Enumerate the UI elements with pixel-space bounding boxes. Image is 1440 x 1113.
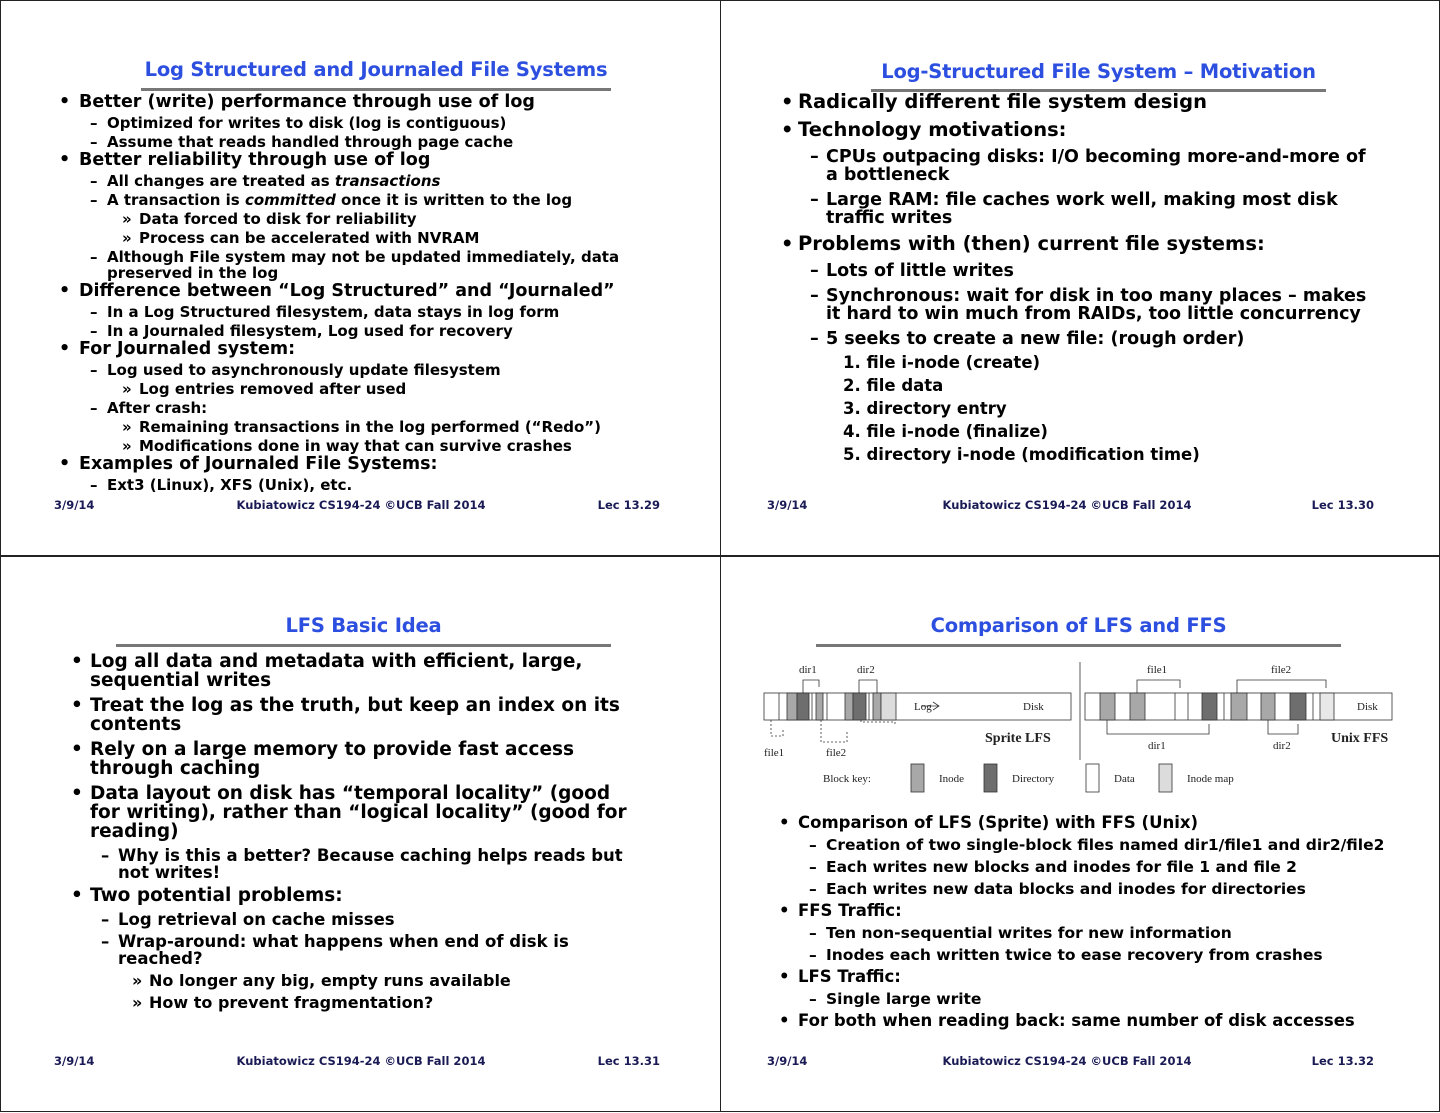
bullet-item [59, 340, 649, 360]
sub-bullet-item [781, 283, 1381, 326]
directory-block [853, 693, 866, 720]
bullet-item [779, 812, 1399, 834]
lfs-dir2-label: dir2 [857, 664, 875, 676]
bullet-marker: • [781, 90, 794, 113]
sub-bullet-item [59, 113, 649, 132]
ffs-file2-label: file2 [1271, 664, 1292, 676]
bullet-text: For both when reading back: same number of disk accesses [798, 1011, 1355, 1030]
bullet-text: Although File system may not be updated immediately, data preserved in the log [107, 247, 620, 282]
bullet-item [59, 282, 649, 302]
key-directory-label: Directory [1012, 773, 1055, 785]
slide-13-30 [720, 0, 1440, 556]
bullet-text: Lots of little writes [826, 260, 1014, 281]
bullet-marker: – [90, 171, 98, 190]
bullet-marker: – [810, 189, 819, 210]
sub-bullet-item [779, 878, 1399, 900]
footer-date: 3/9/14 [767, 1054, 808, 1068]
sub-bullet-item [779, 988, 1399, 1010]
bullet-text: Why is this a better? Because caching helps reads but not writes! [118, 845, 623, 882]
sub-bullet-item [59, 475, 649, 494]
unix-ffs-label: Unix FFS [1331, 731, 1389, 746]
key-inode-map-label: Inode map [1187, 773, 1234, 785]
bullet-marker: – [90, 302, 98, 321]
footer-date: 3/9/14 [54, 498, 95, 512]
ffs-file1-label: file1 [1147, 664, 1168, 676]
slide-title: Log-Structured File System – Motivation [881, 60, 1316, 83]
bullet-text: Better reliability through use of log [79, 150, 431, 170]
emphasized-text: transactions [334, 171, 441, 190]
inode-block [787, 693, 797, 720]
log-label: Log [914, 701, 932, 713]
bullet-marker: • [71, 885, 83, 906]
sub-bullet-item [59, 132, 649, 151]
bullet-marker: » [122, 436, 132, 455]
sub-bullet-item [71, 844, 641, 883]
bullet-marker: – [809, 836, 817, 854]
bullet-marker: – [90, 475, 98, 494]
title-underline [116, 644, 611, 647]
bullet-item [781, 230, 1381, 258]
bullet-text: Inodes each written twice to ease recovery from crashes [826, 946, 1323, 964]
bullet-text: Examples of Journaled File Systems: [79, 454, 438, 474]
footer-lecture-number: Lec 13.29 [597, 498, 660, 512]
sub-bullet-item [59, 379, 649, 398]
bullet-marker: – [810, 285, 819, 306]
sub-bullet-item [71, 908, 641, 930]
bullet-marker: – [90, 398, 98, 417]
bullet-item [779, 1010, 1399, 1032]
key-inode-label: Inode [939, 773, 965, 785]
bullet-text: Optimized for writes to disk (log is contiguous) [107, 113, 507, 132]
bullet-marker: – [90, 321, 98, 340]
slide-body [779, 812, 1399, 1032]
bullet-marker: • [59, 92, 71, 112]
bullet-item [779, 900, 1399, 922]
bullet-marker: – [101, 931, 110, 951]
sprite-lfs-label: Sprite LFS [985, 731, 1051, 746]
bullet-text: All changes are treated as [107, 171, 335, 190]
bullet-marker: » [132, 992, 143, 1012]
bullet-marker: • [779, 901, 790, 920]
bullet-text: Log all data and metadata with efficient, large, sequential writes [90, 651, 583, 691]
bullet-text: Treat the log as the truth, but keep an index on its contents [90, 695, 620, 735]
bullet-marker: – [810, 260, 819, 281]
lfs-dir1-label: dir1 [799, 664, 817, 676]
sub-bullet-item [59, 209, 649, 228]
slide-title: LFS Basic Idea [285, 614, 442, 637]
key-inode-swatch [911, 764, 924, 792]
sub-bullet-item [59, 302, 649, 321]
bullet-text: 5. directory i-node (modification time) [843, 444, 1200, 464]
bullet-marker: • [59, 150, 71, 170]
bullet-text: FFS Traffic: [798, 901, 902, 920]
bullet-item [71, 693, 641, 737]
sub-bullet-item [779, 922, 1399, 944]
bullet-text: Better (write) performance through use of log [79, 92, 535, 112]
slide-title: Log Structured and Journaled File Systems [144, 58, 608, 81]
bullet-text: For Journaled system: [79, 339, 296, 359]
bullet-text: Two potential problems: [90, 885, 343, 906]
inode-block [816, 693, 823, 720]
lfs-file2-label: file2 [826, 747, 847, 759]
footer-lecture-number: Lec 13.32 [1311, 1054, 1374, 1068]
bullet-text: Each writes new data blocks and inodes for directories [826, 880, 1306, 898]
sub-bullet-item [71, 969, 641, 991]
slide-13-32 [720, 556, 1440, 1112]
footer-credit: Kubiatowicz CS194-24 ©UCB Fall 2014 [236, 498, 486, 512]
sub-bullet-item [59, 171, 649, 190]
bullet-marker: • [71, 783, 83, 804]
bullet-text: Large RAM: file caches work well, making most disk traffic writes [826, 189, 1338, 228]
bullet-text: LFS Traffic: [798, 967, 901, 986]
bullet-item [71, 883, 641, 908]
data-block [1320, 693, 1334, 720]
bullet-marker: – [90, 113, 98, 132]
bullet-marker: » [132, 970, 143, 990]
bullet-marker: – [90, 132, 98, 151]
footer-credit: Kubiatowicz CS194-24 ©UCB Fall 2014 [942, 498, 1192, 512]
bullet-text: Log retrieval on cache misses [118, 909, 395, 929]
inode-block [845, 693, 853, 720]
slide-body [781, 88, 1381, 466]
lfs-disk-label: Disk [1023, 701, 1044, 713]
bullet-marker: • [779, 813, 790, 832]
bullet-text: Modifications done in way that can survive crashes [139, 436, 572, 455]
bullet-marker: • [71, 651, 83, 672]
bullet-marker: – [809, 946, 817, 964]
bullet-text: Radically different file system design [798, 90, 1207, 113]
numbered-item [781, 351, 1381, 374]
sub-bullet-item [59, 321, 649, 340]
block-key-label: Block key: [823, 773, 871, 785]
bullet-marker: – [809, 990, 817, 1008]
slide-13-29 [0, 0, 720, 556]
bullet-text: Log used to asynchronously update filesystem [107, 360, 501, 379]
bullet-marker: » [122, 228, 132, 247]
bullet-text: In a Log Structured filesystem, data stays in log form [107, 302, 560, 321]
bullet-marker: » [122, 417, 132, 436]
bullet-text: No longer any big, empty runs available [149, 970, 511, 990]
key-data-swatch [1086, 764, 1099, 792]
title-underline [816, 644, 1341, 647]
bullet-text: Comparison of LFS (Sprite) with FFS (Unix) [798, 813, 1199, 832]
bullet-text: After crash: [107, 398, 208, 417]
inode-map-block [881, 693, 896, 720]
bullet-text: once it is written to the log [335, 190, 573, 209]
bullet-text: Synchronous: wait for disk in too many places – makes it hard to win much from RAIDs, too little concurrency [826, 285, 1367, 324]
bullet-text: Technology motivations: [798, 118, 1067, 141]
footer-lecture-number: Lec 13.31 [597, 1054, 660, 1068]
sub-bullet-item [71, 991, 641, 1013]
directory-block [797, 693, 809, 720]
bullet-text: 1. file i-node (create) [843, 352, 1041, 372]
key-data-label: Data [1114, 773, 1135, 785]
inode-block [1231, 693, 1247, 720]
lfs-vs-ffs-diagram [761, 656, 1401, 801]
bullet-text: Data layout on disk has “temporal locality” (good for writing), rather than “logical locality” (good for reading) [90, 783, 627, 842]
numbered-item [781, 420, 1381, 443]
bullet-item [59, 455, 649, 475]
numbered-item [781, 397, 1381, 420]
sub-bullet-item [59, 247, 649, 282]
bullet-text: 5 seeks to create a new file: (rough order) [826, 328, 1245, 349]
title-underline [141, 88, 611, 91]
sub-bullet-item [779, 834, 1399, 856]
ffs-dir2-label: dir2 [1273, 740, 1291, 752]
bullet-marker: • [779, 967, 790, 986]
lfs-file1-label: file1 [764, 747, 785, 759]
directory-block [1202, 693, 1217, 720]
bullet-marker: • [59, 339, 71, 359]
bullet-marker: – [810, 146, 819, 167]
bullet-item [71, 649, 641, 693]
footer-credit: Kubiatowicz CS194-24 ©UCB Fall 2014 [236, 1054, 486, 1068]
inode-block [1130, 693, 1145, 720]
key-inode-map-swatch [1159, 764, 1172, 792]
footer-credit: Kubiatowicz CS194-24 ©UCB Fall 2014 [942, 1054, 1192, 1068]
sub-bullet-item [59, 417, 649, 436]
sub-bullet-item [59, 228, 649, 247]
bullet-text: Log entries removed after used [139, 379, 407, 398]
bullet-text: Remaining transactions in the log performed (“Redo”) [139, 417, 602, 436]
inode-block [1261, 693, 1275, 720]
sub-bullet-item [779, 856, 1399, 878]
bullet-marker: • [779, 1011, 790, 1030]
slide-body [71, 649, 641, 1013]
emphasized-text: committed [244, 190, 336, 209]
sub-bullet-item [71, 930, 641, 969]
bullet-text: 4. file i-node (finalize) [843, 421, 1048, 441]
slide-13-31 [0, 556, 720, 1112]
sub-bullet-item [781, 326, 1381, 351]
bullet-text: Single large write [826, 990, 982, 1008]
slide-body [59, 93, 649, 494]
sub-bullet-item [59, 360, 649, 379]
bullet-text: Creation of two single-block files named dir1/file1 and dir2/file2 [826, 836, 1385, 854]
bullet-marker: – [90, 360, 98, 379]
bullet-marker: – [90, 190, 98, 209]
bullet-text: Difference between “Log Structured” and “Journaled” [79, 281, 615, 301]
bullet-marker: – [810, 328, 819, 349]
inode-block [873, 693, 881, 720]
bullet-text: 3. directory entry [843, 398, 1007, 418]
sub-bullet-item [779, 944, 1399, 966]
footer-date: 3/9/14 [54, 1054, 95, 1068]
bullet-item [59, 93, 649, 113]
bullet-text: Wrap-around: what happens when end of disk is reached? [118, 931, 569, 968]
bullet-text: Rely on a large memory to provide fast access through caching [90, 739, 575, 779]
sub-bullet-item [59, 398, 649, 417]
bullet-text: In a Journaled filesystem, Log used for recovery [107, 321, 513, 340]
bullet-marker: » [122, 209, 132, 228]
sub-bullet-item [59, 436, 649, 455]
bullet-marker: – [101, 845, 110, 865]
bullet-text: Assume that reads handled through page cache [107, 132, 514, 151]
bullet-item [71, 781, 641, 844]
sub-bullet-item [781, 258, 1381, 283]
bullet-item [59, 151, 649, 171]
key-directory-swatch [984, 764, 997, 792]
footer-lecture-number: Lec 13.30 [1311, 498, 1374, 512]
bullet-text: Data forced to disk for reliability [139, 209, 417, 228]
slide-title: Comparison of LFS and FFS [930, 614, 1227, 637]
bullet-marker: • [781, 118, 794, 141]
footer-date: 3/9/14 [767, 498, 808, 512]
bullet-marker: » [122, 379, 132, 398]
bullet-text: 2. file data [843, 375, 944, 395]
bullet-marker: • [781, 232, 794, 255]
bullet-marker: – [809, 924, 817, 942]
bullet-text: How to prevent fragmentation? [149, 992, 434, 1012]
ffs-disk-label: Disk [1357, 701, 1378, 713]
bullet-item [779, 966, 1399, 988]
bullet-marker: • [59, 281, 71, 301]
sub-bullet-item [781, 144, 1381, 187]
bullet-marker: • [71, 739, 83, 760]
numbered-item [781, 443, 1381, 466]
bullet-text: A transaction is [107, 190, 245, 209]
bullet-text: CPUs outpacing disks: I/O becoming more-and-more of a bottleneck [826, 146, 1366, 185]
inode-block [1100, 693, 1115, 720]
bullet-marker: – [90, 247, 98, 266]
bullet-text: Ext3 (Linux), XFS (Unix), etc. [107, 475, 353, 494]
sub-bullet-item [59, 190, 649, 209]
bullet-item [781, 116, 1381, 144]
bullet-item [781, 88, 1381, 116]
bullet-text: Ten non-sequential writes for new information [826, 924, 1232, 942]
bullet-text: Each writes new blocks and inodes for file 1 and file 2 [826, 858, 1297, 876]
bullet-text: Process can be accelerated with NVRAM [139, 228, 480, 247]
bullet-marker: – [809, 858, 817, 876]
bullet-marker: • [59, 454, 71, 474]
bullet-item [71, 737, 641, 781]
bullet-marker: – [101, 909, 110, 929]
bullet-marker: – [809, 880, 817, 898]
directory-block [1290, 693, 1306, 720]
bullet-text: Problems with (then) current file systems: [798, 232, 1265, 255]
bullet-marker: • [71, 695, 83, 716]
ffs-dir1-label: dir1 [1148, 740, 1166, 752]
numbered-item [781, 374, 1381, 397]
sub-bullet-item [781, 187, 1381, 230]
